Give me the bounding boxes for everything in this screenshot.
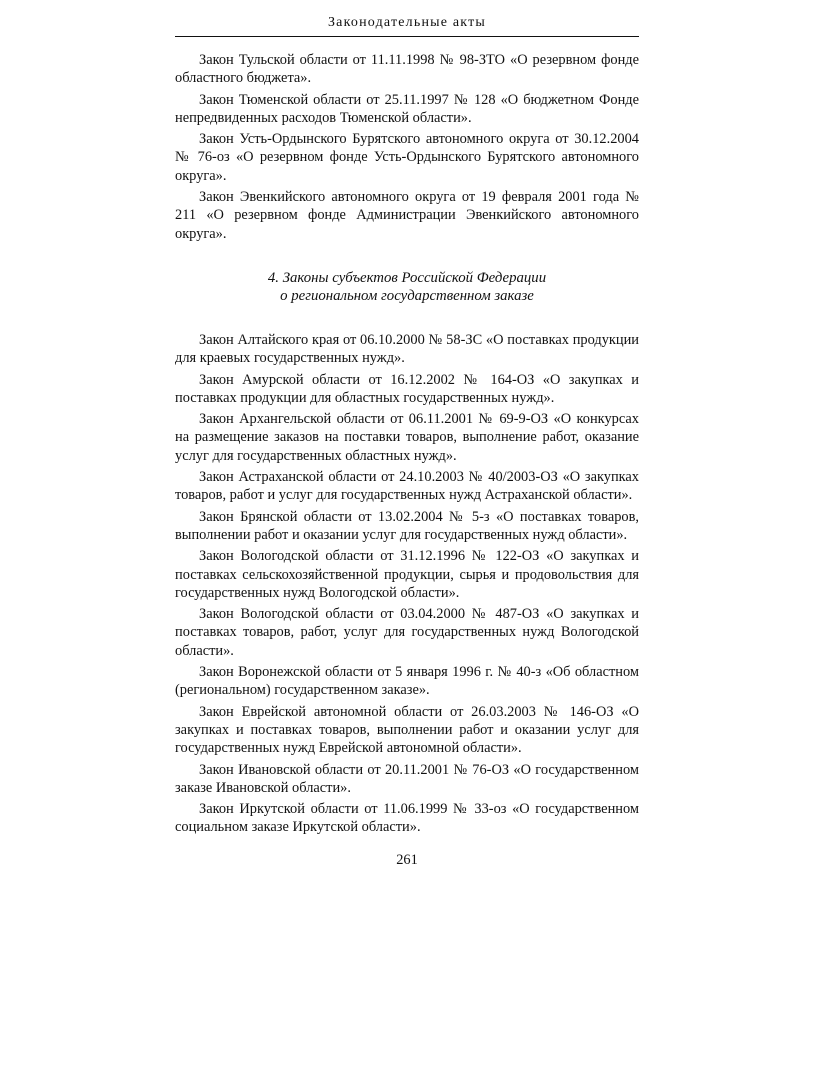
section-heading-line-2: о региональном государственном заказе: [280, 288, 534, 305]
law-entry-paragraph: Закон Усть-Ордынского Бурятского автономного округа от 30.12.2004 № 76-оз «О резервном фонде Усть-Ордынского Бурятского автономного округа».: [175, 131, 639, 184]
law-entry-paragraph: Закон Вологодской области от 03.04.2000 № 487-ОЗ «О закупках и поставках товаров, работ, услуг для государственных нужд Вологодской области».: [175, 606, 639, 659]
law-entry-paragraph: Закон Иркутской области от 11.06.1999 № 33-оз «О государственном социальном заказе Иркутской области».: [175, 801, 639, 836]
document-page: [175, 14, 639, 869]
law-entry-paragraph: Закон Воронежской области от 5 января 1996 г. № 40-з «Об областном (региональном) государственном заказе».: [175, 664, 639, 699]
law-entry-paragraph: Закон Еврейской автономной области от 26.03.2003 № 146-ОЗ «О закупках и поставках товаров, выполнении работ и оказании услуг для государственных нужд Еврейской автономной области».: [175, 703, 639, 757]
page-number: 261: [396, 851, 418, 868]
law-entry-paragraph: Закон Алтайского края от 06.10.2000 № 58-ЗС «О поставках продукции для краевых государственных нужд».: [175, 331, 639, 367]
law-entry-paragraph: Закон Архангельской области от 06.11.2001 № 69-9-ОЗ «О конкурсах на размещение заказов на поставки товаров, выполнение работ, оказание услуг для государственных областных нужд».: [175, 411, 639, 464]
law-entry-paragraph: Закон Вологодской области от 31.12.1996 № 122-ОЗ «О закупках и поставках сельскохозяйственной продукции, сырья и продовольствия для государственных нужд Вологодской области».: [175, 548, 639, 601]
law-entry-paragraph: Закон Тюменской области от 25.11.1997 № 128 «О бюджетном Фонде непредвиденных расходов Тюменской области».: [175, 91, 639, 126]
law-entry-paragraph: Закон Амурской области от 16.12.2002 № 164-ОЗ «О закупках и поставках продукции для областных государственных нужд».: [175, 371, 639, 406]
law-entry-paragraph: Закон Эвенкийского автономного округа от 19 февраля 2001 года № 211 «О резервном фонде Администрации Эвенкийского автономного округа».: [175, 189, 639, 242]
law-entry-paragraph: Закон Ивановской области от 20.11.2001 № 76-ОЗ «О государственном заказе Ивановской области».: [175, 761, 639, 796]
section-heading: [175, 269, 639, 306]
running-header: Законодательные акты: [175, 14, 639, 37]
section-heading-line-1: 4. Законы субъектов Российской Федерации: [267, 269, 547, 286]
law-entry-paragraph: Закон Тульской области от 11.11.1998 № 98-ЗТО «О резервном фонде областного бюджета».: [175, 52, 639, 87]
law-entry-paragraph: Закон Астраханской области от 24.10.2003 № 40/2003-ОЗ «О закупках товаров, работ и услуг для государственных нужд Астраханской области».: [175, 469, 639, 504]
law-entry-paragraph: Закон Брянской области от 13.02.2004 № 5-з «О поставках товаров, выполнении работ и оказании услуг для государственных нужд области».: [175, 508, 639, 543]
